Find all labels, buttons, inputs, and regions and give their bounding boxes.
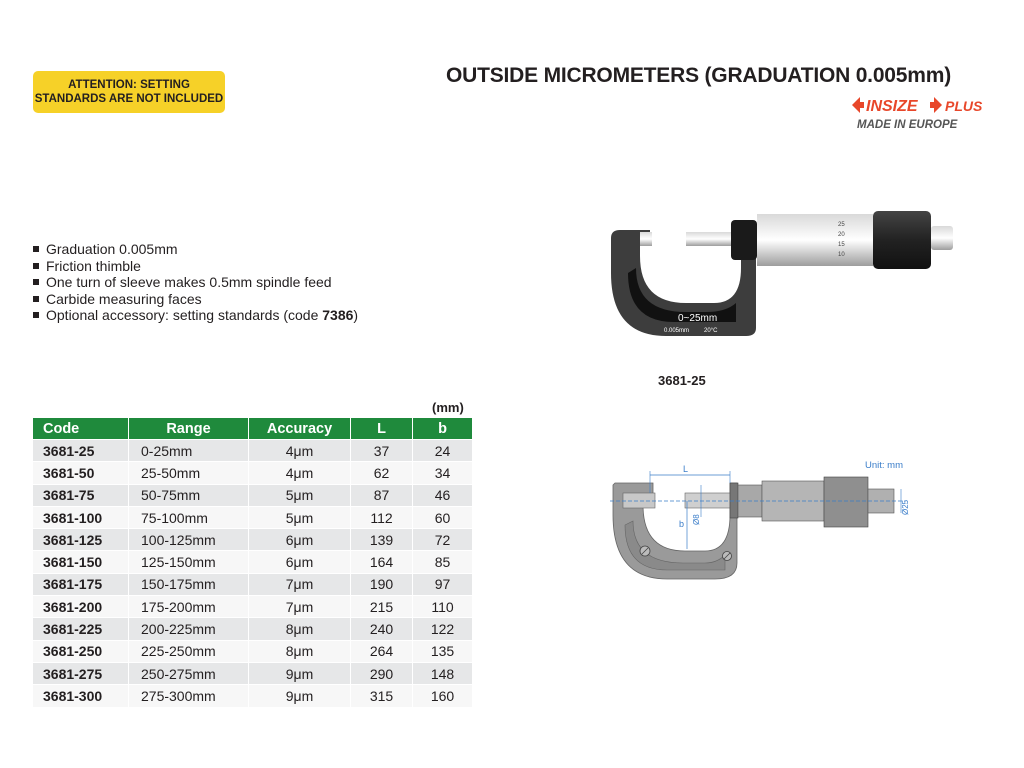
drawing-anvil [623,493,655,508]
dimension-l-label: L [683,464,689,474]
dimension-d25-label: Ø25 [901,499,910,515]
feature-item: Carbide measuring faces [32,291,358,308]
table-row: 3681-125 100-125mm 6μm 139 72 [33,529,473,551]
table-unit: (mm) [432,400,464,415]
thimble-number: 10 [838,252,845,258]
feature-list [32,241,358,324]
dimension-b-label: b [679,519,685,529]
drawing-ratchet [824,477,868,527]
ratchet-stop [931,226,953,250]
spec-table [33,418,473,707]
col-range: Range [129,418,249,440]
brand-name: INSIZE [866,98,918,114]
ratchet-knob [873,211,931,269]
table-row: 3681-100 75-100mm 5μm 112 60 [33,506,473,528]
drawing-spindle [685,493,730,508]
dimension-d8-label: Ø8 [692,514,701,525]
brand-arrow-left-icon [852,97,864,113]
micrometer-photo [606,208,956,343]
page-title: OUTSIDE MICROMETERS (GRADUATION 0.005mm) [446,64,951,87]
table-row: 3681-50 25-50mm 4μm 62 34 [33,462,473,484]
made-in-label: MADE IN EUROPE [857,119,958,131]
col-l: L [351,418,413,440]
table-row: 3681-175 150-175mm 7μm 190 97 [33,573,473,595]
table-row: 3681-75 50-75mm 5μm 87 46 [33,484,473,506]
col-code: Code [33,418,129,440]
table-row: 3681-250 225-250mm 8μm 264 135 [33,640,473,662]
brand-suffix: PLUS [945,98,983,114]
thimble-number: 15 [838,242,845,248]
table-row: 3681-25 0-25mm 4μm 37 24 [33,440,473,462]
attention-notice [33,71,225,113]
thimble-number: 20 [838,232,845,238]
col-accuracy: Accuracy [249,418,351,440]
table-row: 3681-200 175-200mm 7μm 215 110 [33,596,473,618]
feature-item: Friction thimble [32,258,358,275]
col-b: b [413,418,473,440]
sleeve [757,214,873,266]
drawing-lock-ring [730,483,738,518]
technical-drawing [605,455,925,605]
attention-line-1: ATTENTION: SETTING [68,79,190,91]
table-row: 3681-225 200-225mm 8μm 240 122 [33,618,473,640]
feature-item: One turn of sleeve makes 0.5mm spindle feed [32,274,358,291]
anvil [640,232,652,246]
frame-range-label: 0~25mm [678,313,718,324]
lock-ring [731,220,757,260]
brand-arrow-right-icon [930,97,942,113]
thimble-number: 25 [838,222,845,228]
table-row: 3681-300 275-300mm 9μm 315 160 [33,685,473,707]
drawing-unit-label: Unit: mm [865,460,903,471]
table-row: 3681-275 250-275mm 9μm 290 148 [33,662,473,684]
accessory-code: 7386 [322,307,354,323]
frame-spec-label: 0.005mm [664,328,690,334]
photo-caption: 3681-25 [658,373,706,388]
table-header-row [33,418,473,440]
insize-logo [852,96,992,114]
frame-temp-label: 20°C [704,328,718,334]
spindle [686,232,731,246]
feature-item: Graduation 0.005mm [32,241,358,258]
feature-item: Optional accessory: setting standards (code 7386) [32,307,358,324]
attention-line-2: STANDARDS ARE NOT INCLUDED [34,93,224,105]
table-row: 3681-150 125-150mm 6μm 164 85 [33,551,473,573]
